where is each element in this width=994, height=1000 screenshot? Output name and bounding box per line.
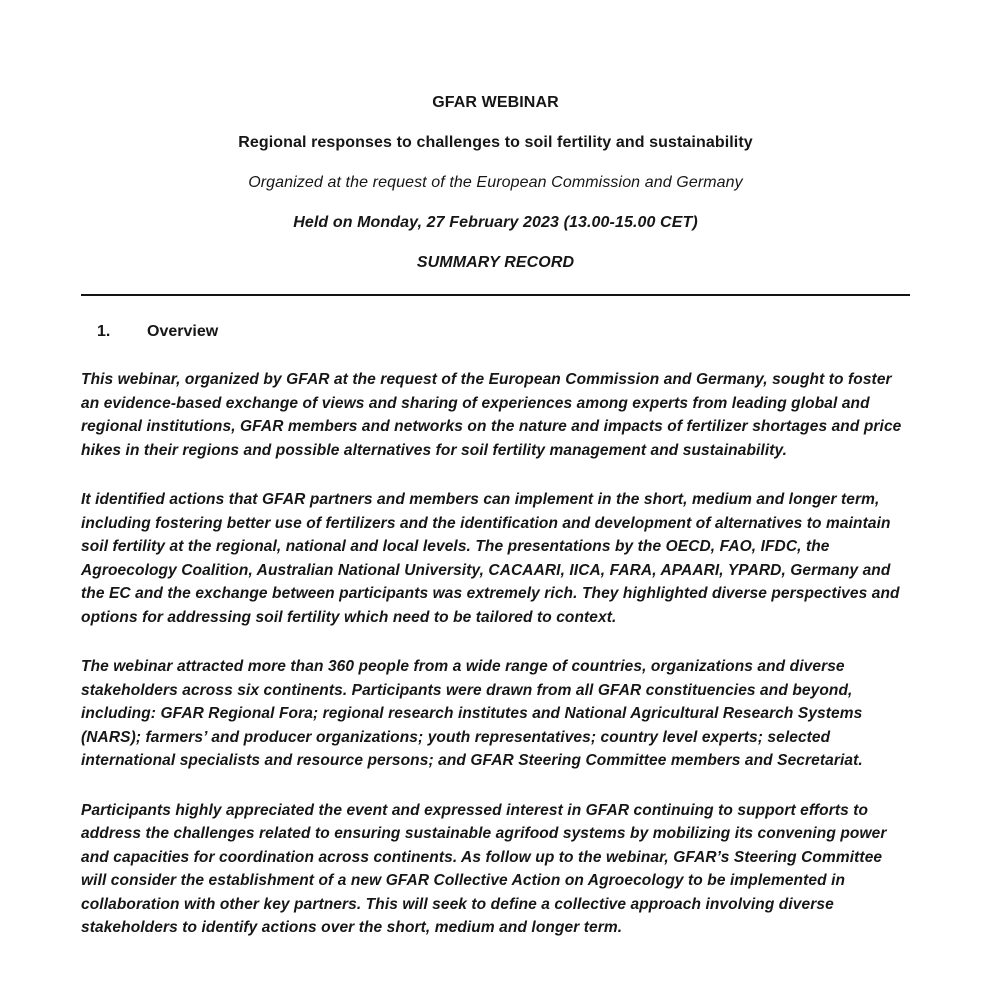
paragraph-follow-up: Participants highly appreciated the event and expressed interest in GFAR continuing to support efforts to address the challenges related to ensuring sustainable agrifood systems by mobilizing its convening power and capacities for coordination across continents. As follow up to the webinar, GFAR’s Steering Committee will consider the establishment of a new GFAR Collective Action on Agroecology to be implemented in collaboration with other key partners. This will seek to define a collective approach involving diverse stakeholders to identify actions over the short, medium and longer term. — [81, 801, 887, 936]
paragraph-identified-actions: It identified actions that GFAR partners and members can implement in the short, medium and longer term, including fostering better use of fertilizers and the identification and development of alternatives to maintain soil fertility at the regional, national and local levels. The presentations by the OECD, FAO, IFDC, the Agroecology Coalition, Australian National University, CACAARI, IICA, FARA, APAARI, YPARD, Germany and the EC and the exchange between participants was extremely rich. They highlighted diverse perspectives and options for addressing soil fertility which need to be tailored to context. — [81, 491, 900, 626]
organizer-line: Organized at the request of the European Commission and Germany — [248, 174, 743, 191]
document-subtitle: Regional responses to challenges to soil fertility and sustainability — [238, 134, 753, 151]
horizontal-rule — [81, 294, 910, 296]
section-number: 1. — [97, 323, 111, 340]
date-line: Held on Monday, 27 February 2023 (13.00-15.00 CET) — [293, 214, 698, 231]
summary-record-label: SUMMARY RECORD — [416, 254, 575, 271]
document-title: GFAR WEBINAR — [432, 94, 559, 111]
section-title: Overview — [147, 323, 219, 340]
paragraph-webinar-purpose: This webinar, organized by GFAR at the request of the European Commission and Germany, sought to foster an evidence-based exchange of views and sharing of experiences among experts from leading global and regional institutions, GFAR members and networks on the nature and impacts of fertilizer shortages and price hikes in their regions and possible alternatives for soil fertility management and sustainability. — [81, 371, 902, 459]
paragraph-attendance: The webinar attracted more than 360 people from a wide range of countries, organizations and diverse stakeholders across six continents. Participants were drawn from all GFAR constituencies and beyond, including: GFAR Regional Fora; regional research institutes and National Agricultural Research Systems (NARS); farmers’ and producer organizations; youth representatives; country level experts; selected international specialists and resource persons; and GFAR Steering Committee members and Secretariat. — [81, 658, 863, 769]
section-heading-overview — [81, 323, 910, 340]
